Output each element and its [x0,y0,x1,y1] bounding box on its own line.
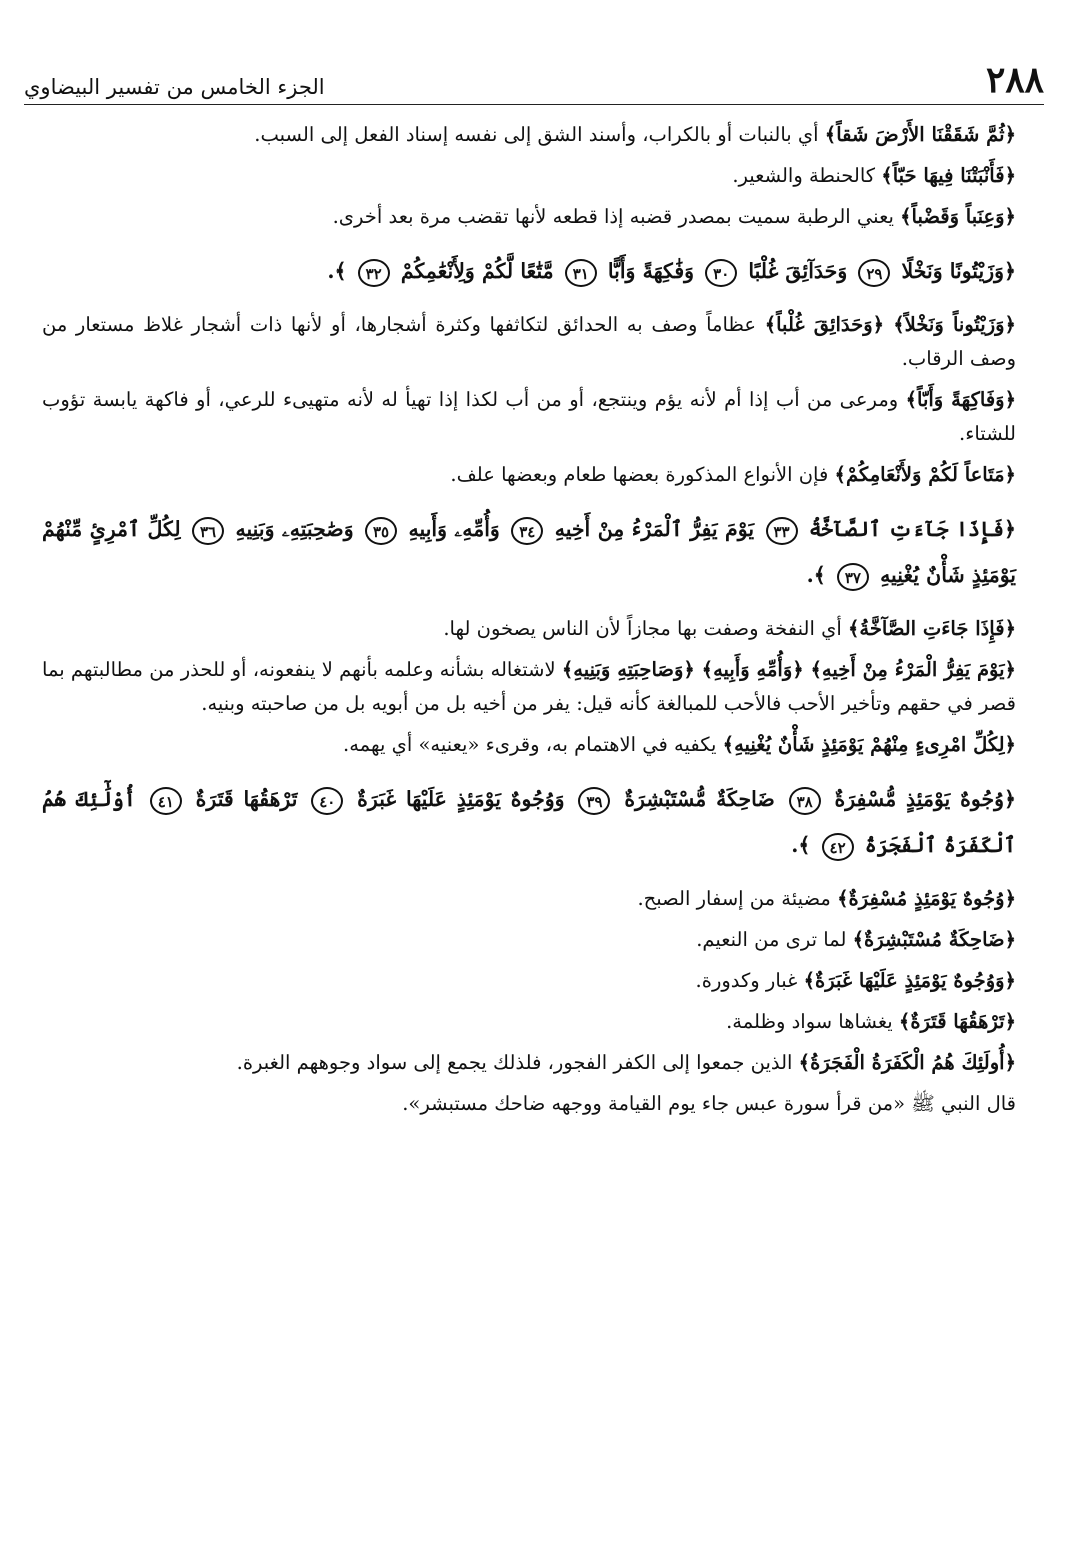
commentary-text: فإن الأنواع المذكورة بعضها طعام وبعضها علف. [450,463,835,486]
quranic-quote: ﴿تَرْهَقُهَا قَتَرَةٌ﴾ [898,1010,1016,1033]
verse-text: ﴿فَإِذَا جَآءَتِ ٱلصَّآخَّةُ [808,517,1017,541]
page-number: ٢٨٨ [985,59,1044,101]
commentary-paragraph [42,728,1016,762]
verse-number-marker: ٣٠ [705,259,737,287]
commentary-text: عظاماً وصف به الحدائق لتكاثفها وكثرة أشجارها، أو لأنها ذات أشجار غلاظ مستعار من وصف الرقاب. [42,313,1016,370]
quranic-quote: ﴿مَتَاعاً لَكُمْ وَلأَنْعَامِكُمْ﴾ [834,463,1016,486]
quranic-quote: ﴿وَوُجُوهٌ يَوْمَئِذٍ عَلَيْهَا غَبَرَةٌ﴾ [803,969,1016,992]
verse-number-marker: ٣٧ [837,563,869,591]
verse-number-marker: ٤٠ [311,787,343,815]
commentary-paragraph [42,159,1016,193]
verse-text: ضَاحِكَةٌ مُّسْتَبْشِرَةٌ [624,787,775,811]
commentary-text: يعني الرطبة سميت بمصدر قضبه إذا قطعه لأنها تقضب مرة بعد أخرى. [332,205,901,228]
quranic-quote: ﴿وُجُوهٌ يَوْمَئِذٍ مُسْفِرَةٌ﴾ [837,887,1016,910]
verse-text: وَأُمِّهِۦ وَأَبِيهِ [408,517,500,541]
commentary-text: يكفيه في الاهتمام به، وقرىء «يعنيه» أي يهمه. [343,733,723,756]
verse-block-2 [42,506,1016,598]
page-content [42,118,1016,1128]
quranic-quote: ﴿فَإِذَا جَاءَتِ الصَّآخَّةُ﴾ [847,617,1016,640]
commentary-paragraph [42,964,1016,998]
quranic-quote: ﴿أُولَئِكَ هُمُ الْكَفَرَةُ الْفَجَرَةُ﴾ [798,1051,1016,1074]
quranic-quote: ﴿وَعِنَباً وَقَضْباً﴾ [900,205,1016,228]
commentary-text: لما ترى من النعيم. [696,928,853,951]
commentary-paragraph [42,653,1016,721]
commentary-text: الذين جمعوا إلى الكفر الفجور، فلذلك يجمع إلى سواد وجوههم الغبرة. [236,1051,799,1074]
commentary-section-2 [42,308,1016,492]
verse-text: ﴿وُجُوهٌ يَوْمَئِذٍ مُّسْفِرَةٌ [834,787,1017,811]
verse-end: ﴾. [327,259,347,283]
verse-block-1 [42,248,1016,294]
commentary-paragraph [42,612,1016,646]
commentary-paragraph [42,882,1016,916]
verse-text: تَرْهَقُهَا قَتَرَةٌ [195,787,298,811]
verse-text: لِكُلِّ ٱمْرِئٍ مِّنْهُمْ يَوْمَئِذٍ شَأْنٌ يُغْنِيهِ [42,517,1016,587]
verse-number-marker: ٤١ [150,787,182,815]
quranic-quote: ﴿لِكُلِّ امْرِىءٍ مِنْهُمْ يَوْمَئِذٍ شَأْنٌ يُغْنِيهِ﴾ [722,733,1016,756]
verse-text: وَحَدَآئِقَ غُلْبًا [748,259,848,283]
commentary-paragraph [42,200,1016,234]
commentary-text: كالحنطة والشعير. [732,164,882,187]
verse-text: ﴿وَزَيْتُونًا وَنَخْلًا [901,259,1016,283]
quranic-quote: ﴿ضَاحِكَةٌ مُسْتَبْشِرَةٌ﴾ [852,928,1016,951]
verse-text: وَفَٰكِهَةً وَأَبًّا [607,259,695,283]
commentary-text: مضيئة من إسفار الصبح. [637,887,838,910]
verse-number-marker: ٣٦ [192,517,224,545]
quranic-quote: ﴿وَفَاكِهَةً وَأَبّاً﴾ [905,388,1017,411]
commentary-text: غبار وكدورة. [695,969,804,992]
verse-end: ﴾. [791,833,811,857]
verse-number-marker: ٣٨ [789,787,821,815]
quranic-quote: ﴿ثُمَّ شَقَقْنَا الأَرْضَ شَقاً﴾ [824,123,1016,146]
verse-number-marker: ٣٣ [766,517,798,545]
commentary-section-3 [42,612,1016,762]
verse-number-marker: ٣٤ [511,517,543,545]
commentary-paragraph [42,458,1016,492]
commentary-text: أي النفخة وصفت بها مجازاً لأن الناس يصخون لها. [443,617,848,640]
verse-text: وَصَٰحِبَتِهِۦ وَبَنِيهِ [235,517,354,541]
verse-block-3 [42,776,1016,868]
commentary-text: ومرعى من أب إذا أم لأنه يؤم وينتجع، أو من أب لكذا إذا تهيأ له لأنه متهيىء للرعي، أو فاكهة يابسة تؤوب للشتاء. [42,388,1016,445]
verse-text: أُوْلَٰٓئِكَ هُمُ ٱلْكَفَرَةُ ٱلْفَجَرَةُ [42,787,1016,857]
commentary-paragraph [42,118,1016,152]
commentary-text: قال النبي ﷺ «من قرأ سورة عبس جاء يوم القيامة ووجهه ضاحك مستبشر». [402,1092,1016,1115]
page-header [24,52,1044,105]
verse-text: وَوُجُوهٌ يَوْمَئِذٍ عَلَيْهَا غَبَرَةٌ [357,787,565,811]
verse-end: ﴾. [806,563,826,587]
verse-number-marker: ٣٢ [358,259,390,287]
verse-number-marker: ٣٩ [578,787,610,815]
commentary-paragraph [42,383,1016,451]
commentary-text: لاشتغاله بشأنه وعلمه بأنهم لا ينفعونه، أو للحذر من مطالبتهم بما قصر في حقهم وتأخير الأحب فالأحب للمبالغة كأنه قيل: يفر من أخيه بل من أبويه بل من صاحبته وبنيه. [42,658,1016,715]
commentary-paragraph [42,1005,1016,1039]
verse-number-marker: ٣١ [565,259,597,287]
quranic-quote: ﴿وَزَيْتُوناً وَنَخْلاً﴾ ﴿وَحَدَائِقَ غُلْباً﴾ [764,313,1016,336]
commentary-paragraph [42,1087,1016,1121]
commentary-paragraph [42,1046,1016,1080]
quranic-quote: ﴿فَأَنْبَتْنَا فِيهَا حَبّاً﴾ [881,164,1016,187]
commentary-section-1 [42,118,1016,234]
commentary-text: يغشاها سواد وظلمة. [726,1010,899,1033]
verse-text: يَوْمَ يَفِرُّ ٱلْمَرْءُ مِنْ أَخِيهِ [554,517,755,541]
commentary-paragraph [42,923,1016,957]
verse-text: مَّتَٰعًا لَّكُمْ وَلِأَنْعَٰمِكُمْ [400,259,554,283]
quranic-quote: ﴿يَوْمَ يَفِرُّ الْمَرْءُ مِنْ أَخِيهِ﴾ ﴿وَأُمِّهِ وَأَبِيهِ﴾ ﴿وَصَاحِبَتِهِ وَبَنِيهِ﴾ [561,658,1016,681]
verse-number-marker: ٣٥ [365,517,397,545]
commentary-section-4 [42,882,1016,1121]
verse-number-marker: ٢٩ [858,259,890,287]
commentary-paragraph [42,308,1016,376]
verse-number-marker: ٤٢ [822,833,854,861]
running-title: الجزء الخامس من تفسير البيضاوي [24,75,325,99]
commentary-text: أي بالنبات أو بالكراب، وأسند الشق إلى نفسه إسناد الفعل إلى السبب. [254,123,825,146]
